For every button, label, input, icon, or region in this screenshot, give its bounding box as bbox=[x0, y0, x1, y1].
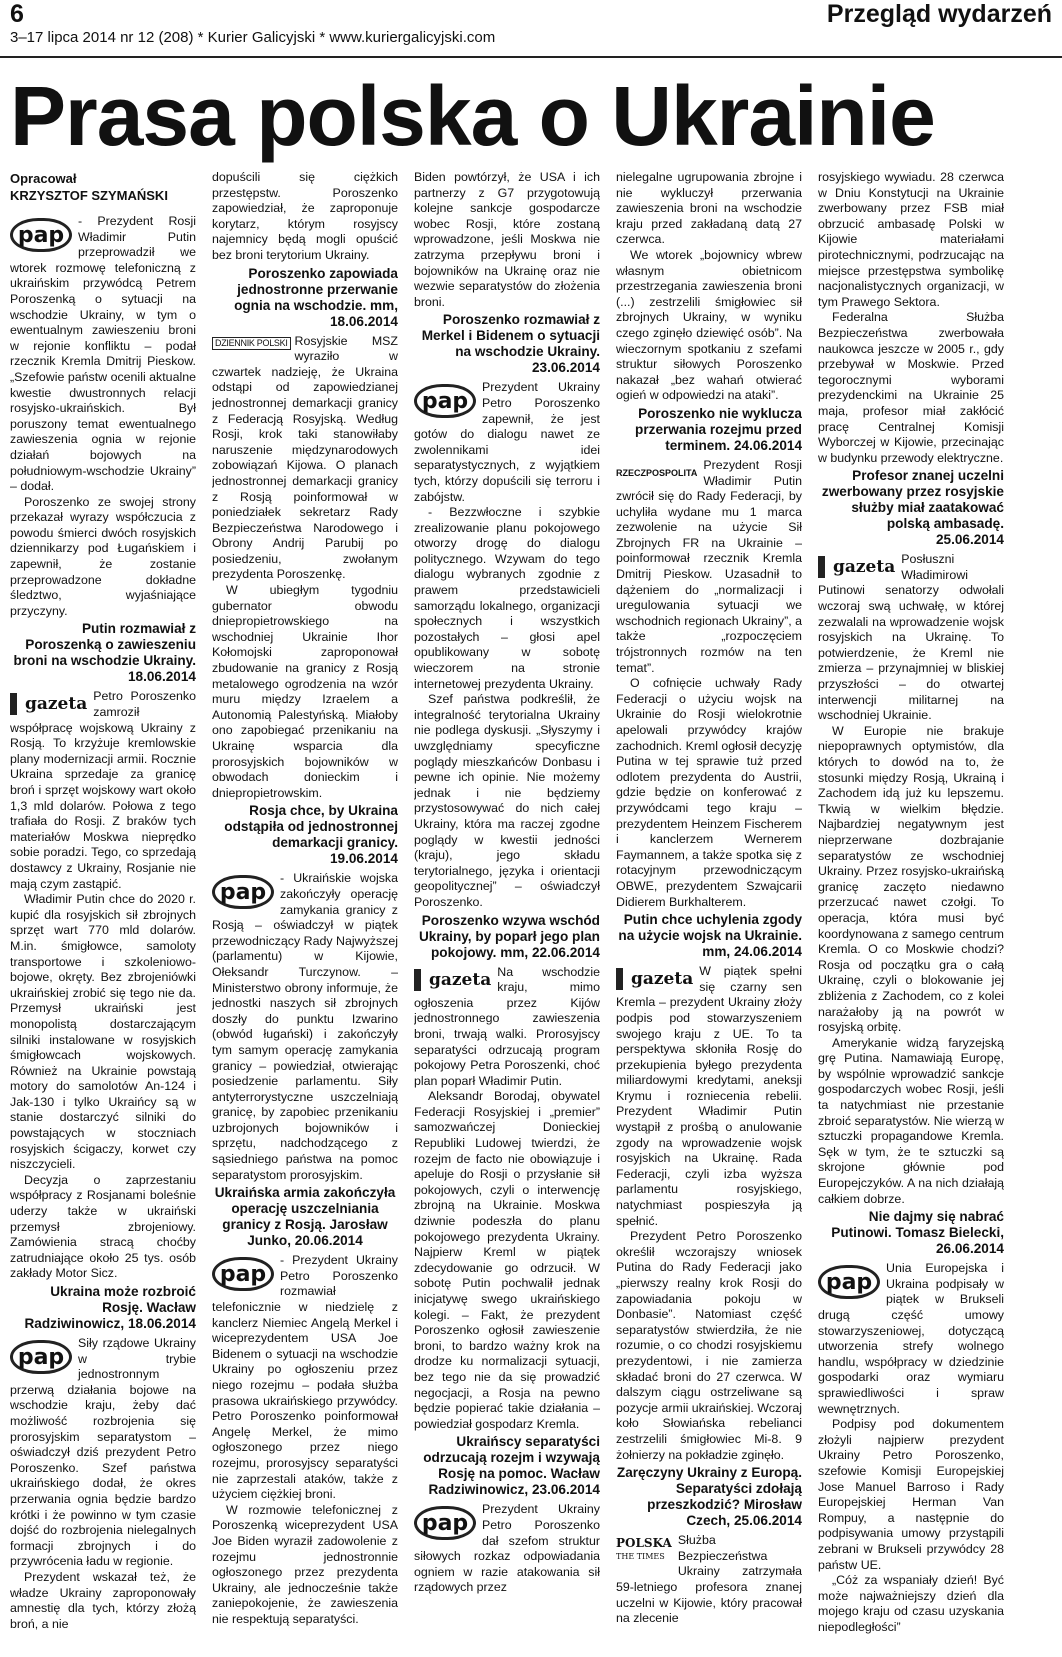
column-4 bbox=[616, 170, 802, 1657]
headline: Rosja chce, by Ukraina odstąpiła od jednostronnej demarkacji granicy. 19.06.2014 bbox=[224, 803, 398, 867]
paragraph: Prezydent Rosji Władimir Putin zwrócił się do Rady Federacji, by uchyliła wydane mu 1 marca zezwolenie na użycie Sił Zbrojnych FR na Ukrainie – poinformował rzecznik Kremla Dmitrij Pieskow. Uzasadnił to dążeniem do „normalizacji i uregulowania sytuacji we wschodnich regionach Ukrainy”, a także „rozpoczęciem trójstronnych rozmów na ten temat”. bbox=[616, 457, 802, 675]
dziennik-polski-logo: DZIENNIK POLSKI bbox=[212, 337, 291, 350]
column-2 bbox=[212, 170, 398, 1657]
paragraph: Siły rządowe Ukrainy w trybie jednostronnym przerwą działania bojowe na wschodzie kraju, żeby dać możliwość rozbrojenia się prorosyjskim separatystom – oświadczył dziś prezydent Petro Poroszenko. Szef państwa ukraińskiego dodał, że okres przerwania ognia będzie bardzo krótki i że powinno w tym czasie dojść do rozbrojenia nielegalnych formacji zbrojnych i do przywrócenia ładu w regionie. bbox=[10, 1336, 196, 1569]
pap-logo: pap bbox=[414, 384, 476, 418]
paragraph: Podpisy pod dokumentem złożyli najpierw prezydent Ukrainy Petro Poroszenko, szefowie Komisji Europejskiej Jose Manuel Barroso i Rady Europejskiej Herman Van Rompuy, a następnie do podpisywania umowy przystąpili zebrani w Brukseli przywódcy 28 państw UE. bbox=[818, 1417, 1004, 1572]
pap-logo: pap bbox=[414, 1506, 476, 1540]
pap-logo: pap bbox=[10, 218, 72, 252]
pap-logo: pap bbox=[818, 1265, 880, 1299]
paragraph: - Prezydent Rosji Władimir Putin przeprowadził we wtorek rozmowę telefoniczną z ukraińskim przywódcą Petrem Poroszenką o sytuacji na wschodzie Ukrainy, w tym o ewentualnym zawieszeniu broni w rejonie konfliktu – podał rzecznik Kremla Dmitrij Pieskow. „Szefowie państw ocenili aktualne kwestie dwustronnych relacji rosyjsko-ukraińskich. Był poruszony temat ewentualnego zawieszenia ognia w rejonie działań bojowych na południowym-wschodzie Ukrainy” – dodał. bbox=[10, 214, 196, 494]
paragraph: dopuścili się ciężkich przestępstw. Poroszenko zapowiedział, że zaproponuje korytarz, którym rosyjscy najemnicy będą mogli opuścić bez broni terytorium Ukrainy. bbox=[212, 170, 398, 262]
gazeta-logo: gazeta bbox=[616, 968, 693, 990]
paragraph: W rozmowie telefonicznej z Poroszenką wiceprezydent USA Joe Biden wyraził zadowolenie z rozejmu jednostronnie ogłoszonego przez prezydenta Ukrainy, ale jednocześnie także zaniepokojenie, że zawieszenia nie respektują separatyści. bbox=[212, 1502, 398, 1626]
gazeta-logo: gazeta bbox=[10, 693, 87, 715]
headline: Ukraińska armia zakończyła operację uszczelniania granicy z Rosją. Jarosław Junko, 20.06.2014 bbox=[214, 1185, 396, 1249]
paragraph: W Europie nie brakuje niepoprawnych optymistów, dla których to dowód na to, że stosunki między Rosją, Ukrainą i Zachodem idą już ku lepszemu. Tkwią w wielkim błędzie. Najbardziej negatywnym jest nieprzerwane dozbrajanie separatystów ze wschodniej Ukrainy. Przez rosyjsko-ukraińską granicę zaczęto niedawno przerzucać nawet czołgi. To operacja, która musi być koordynowana z samego centrum Kremla. O co Moskwie chodzi? Rosja od początku gra o całą Ukrainę, czyli o blokowanie jej zbliżenia z Zachodem, co z kolei narażałoby ją na powrót w rosyjską orbitę. bbox=[818, 723, 1004, 1035]
paragraph: W ubiegłym tygodniu gubernator obwodu dniepropietrowskiego na wschodniej Ukrainie Ihor Kołomojski zaproponował zbudowanie na granicy z Rosją metalowego ogrodzenia na wzór muru między Izraelem a Autonomią Palestyńską. Miałoby ono zapobiegać przenikaniu na Ukrainę wsparcia dla prorosyjskich bojowników w obwodach donieckim i dniepropietrowskim. bbox=[212, 583, 398, 800]
paragraph: - Ukraińskie wojska zakończyły operację zamykania granicy z Rosją – oświadczył w piątek przewodniczący Rady Najwyższej (parlamentu) w Kijowie, Ołeksandr Turczynow. – Ministerstwo obrony informuje, że jednostki naszych sił zbrojnych doszły do punktu Izwarino (obwód ługański) i zakończyły tym samym operację zamykania granicy – powiedział, otwierając posiedzenie parlamentu. Siły antyterrorystyczne uszczelniają granicę, by zapobiec przenikaniu uzbrojonych bojowników i sprzętu, nadchodzącego z sąsiedniego państwa na pomoc separatystom prorosyjskim. bbox=[212, 871, 398, 1182]
issue-line: 3–17 lipca 2014 nr 12 (208) * Kurier Galicyjski * www.kuriergalicyjski.com bbox=[10, 29, 496, 46]
paragraph: Prezydent Ukrainy Petro Poroszenko zapewnił, że jest gotów do dialogu nawet ze zwolennikami idei separatystycznych, z wyjątkiem tych, którzy dopuścili się terroru i zabójstw. bbox=[414, 380, 600, 504]
paragraph: nielegalne ugrupowania zbrojne i nie wykluczył przerwania zawieszenia broni na wschodzie kraju przed zakładaną datą 27 czerwca. bbox=[616, 170, 802, 247]
headline: Zaręczyny Ukrainy z Europą. Separatyści zdołają przeszkodzić? Mirosław Czech, 25.06.2014 bbox=[616, 1465, 802, 1529]
paragraph: We wtorek „bojownicy wbrew własnym obietnicom przestrzegania zawieszenia broni (...) zestrzelili śmigłowiec sił zbrojnych Ukrainy, w wyniku czego zginęło dziewięć osób”. Na wieczornym spotkaniu z szefami struktur siłowych Poroszenko nakazał „bez wahań otwierać ogień w odpowiedzi na ataki”. bbox=[616, 247, 802, 403]
headline: Ukraińscy separatyści odrzucają rozejm i wzywają Rosję na pomoc. Wacław Radziwinowicz, 23.06.2014 bbox=[423, 1434, 600, 1498]
polska-logo-text: POLSKA bbox=[616, 1536, 672, 1551]
paragraph: Unia Europejska i Ukraina podpisały w piątek w Brukseli drugą część umowy stowarzyszeniowej, dotyczącą utworzenia strefy wolnego handlu, współpracy w dziedzinie gospodarki oraz wymiaru sprawiedliwości i spraw wewnętrznych. bbox=[818, 1261, 1004, 1416]
paragraph: Decyzja o zaprzestaniu współpracy z Rosjanami boleśnie uderzy także w ukraiński przemysł zbrojeniowy. Zamówienia stracą choćby zatrudniające około 25 tys. osób zakłady Motor Sicz. bbox=[10, 1172, 196, 1281]
paragraph: Prezydent Ukrainy Petro Poroszenko dał szefom struktur siłowych rozkaz odpowiadania ogniem w razie atakowania sił rządowych przez bbox=[414, 1502, 600, 1595]
paragraph: Aleksandr Borodaj, obywatel Federacji Rosyjskiej i „premier” samozwańczej Donieckiej Republiki Ludowej twierdzi, że rozejm de facto nie obowiązuje i apeluje do Rosji o przysłanie sił pokojowych, czyli o interwencję zbrojną na Ukrainie. Moskwa dziwnie podeszła do planu pokojowego prezydenta Ukrainy. Najpierw Kreml w piątek zdecydowanie go odrzucił. W sobotę Putin pochwalił jednak inicjatywę swego ukraińskiego kolegi. – Fakt, że prezydent Poroszenko ogłosił zawieszenie broni, to bardzo ważny krok na drodze ku normalizacji sytuacji, bez tego nie da się prowadzić negocjacji, a Rosja na pewno będzie popierać takie działania – powiedział gospodarz Kremla. bbox=[414, 1089, 600, 1431]
column-5 bbox=[818, 170, 1004, 1657]
paragraph: Prezydent wskazał też, że władze Ukrainy zaproponowały amnestię dla tych, którzy złożą broń, a nie bbox=[10, 1569, 196, 1631]
paragraph: - Prezydent Ukrainy Petro Poroszenko rozmawiał telefonicznie w niedzielę z kanclerz Niemiec Angelą Merkel i wiceprezydentem USA Joe Bidenem o sytuacji na wschodzie Ukrainy po ogłoszeniu przez niego rozejmu – podała służba prasowa ukraińskiego przywódcy. Petro Poroszenko poinformował Angelę Merkel, że mimo ogłoszonego przez niego rozejmu, prorosyjscy separatyści nie zaprzestali ataków, także z użyciem ciężkiej broni. bbox=[212, 1253, 398, 1502]
paragraph: Amerykanie widzą faryzejską grę Putina. Namawiają Europę, by wspólnie wprowadzić sankcje gospodarczych wobec Rosji, jeśli ta natychmiast nie przestanie zbroić separatystów. Nie wierzą w sztuczki propagandowe Kremla. Sęk w tym, że te sztuczki są skrojone głównie pod Europejczyków. A na nich działają całkiem dobrze. bbox=[818, 1035, 1004, 1206]
header-rule bbox=[0, 56, 1062, 58]
paragraph: Rosyjskie MSZ wyraziło w czwartek nadzieję, że Ukraina odstąpi od zapowiedzianej jednostronnej demarkacji granicy z Federacją Rosyjską. Według Rosji, krok taki stanowiłaby naruszenie międzynarodowych zobowiązań Kijowa. O planach jednostronnej demarkacji granicy z Rosją poinformował w poniedziałek sekretarz Rady Bezpieczeństwa Narodowego i Obrony Andrij Parubij po posiedzeniu, zwołanym prezydenta Poroszenkę. bbox=[212, 333, 398, 582]
paragraph: Biden powtórzył, że USA i ich partnerzy z G7 przygotowują kolejne sankcje gospodarcze wobec Rosji, które zostaną wprowadzone, jeśli Moskwa nie zatrzyma przepływu broni i bojowników na Ukrainę oraz nie wezwie separatystów do złożenia broni. bbox=[414, 170, 600, 309]
paragraph: O cofnięcie uchwały Rady Federacji o użyciu wojsk na Ukrainie do Rosji wielokrotnie apelowali przywódcy krajów zachodnich. Kreml ogłosił decyzję Putina w tej sprawie tuż przed odlotem prezydenta do Austrii, gdzie będzie on konferować z przywódcami tego kraju – prezydentem Heinzem Fischerem i kanclerzem Wernerem Faymannem, a także spotka się z rotacyjnym przewodniczącym OBWE, prezydentem Szwajcarii Didierem Burkhalterem. bbox=[616, 676, 802, 909]
byline: Opracował KRZYSZTOF SZYMAŃSKI bbox=[10, 171, 168, 203]
paragraph: - Bezzwłoczne i szybkie zrealizowanie planu pokojowego otworzy drogę do dialogu politycznego. Wzywam do tego dialogu wybranych zgodnie z prawem przedstawicieli samorządu lokalnego, organizacji społecznych i wszystkich pozostałych – głosi apel opublikowany w sobotę wieczorem na stronie internetowej prezydenta Ukrainy. bbox=[414, 505, 600, 691]
polska-logo-subtext: THE TIMES bbox=[616, 1552, 665, 1562]
headline: Poroszenko zapowiada jednostronne przerwanie ognia na wschodzie. mm, 18.06.2014 bbox=[234, 265, 398, 329]
paragraph: Federalna Służba Bezpieczeństwa zwerbowała naukowca jeszcze w 2005 r., gdy przebywał w Moskwie. Przed tegorocznymi wyborami prezydenckimi na Ukrainie 25 maja, profesor miał zakłócić pracę Centralnej Komisji Wyborczej w Kijowie, przecinając w budynku przewody elektryczne. bbox=[818, 310, 1004, 465]
paragraph: W piątek spełni się czarny sen Kremla – prezydent Ukrainy złoży podpis pod stowarzyszeniem swojego kraju z UE. To ta perspektywa skłoniła Rosję do przekupienia byłego prezydenta miliardowymi kredytami, aneksji Krymu i rozniecenia rebelii. Prezydent Władimir Putin wystąpił z prośbą o anulowanie zgody na wprowadzenie wojsk rosyjskich na Ukrainę. Rada Federacji, czyli izba wyższa parlamentu rosyjskiego, natychmiast pospieszyła ją spełnić. bbox=[616, 964, 802, 1228]
article-columns bbox=[10, 170, 1055, 1657]
page-header bbox=[0, 0, 1062, 58]
pap-logo: pap bbox=[212, 875, 274, 909]
pap-logo: pap bbox=[10, 1340, 72, 1374]
paragraph: Służba Bezpieczeństwa Ukrainy zatrzymała 59-letniego profesora znanej uczelni w Kijowie, który pracował na zlecenie bbox=[616, 1533, 802, 1626]
section-title: Przegląd wydarzeń bbox=[826, 0, 1052, 28]
headline: Poroszenko wzywa wschód Ukrainy, by poparł jego plan pokojowy. mm, 22.06.2014 bbox=[418, 912, 600, 960]
headline: Ukraina może rozbroić Rosję. Wacław Radziwinowicz, 18.06.2014 bbox=[24, 1284, 196, 1331]
page-title: Prasa polska o Ukrainie bbox=[10, 69, 935, 163]
headline: Putin chce uchylenia zgody na użycie wojsk na Ukrainie. mm, 24.06.2014 bbox=[618, 912, 802, 960]
paragraph: Szef państwa podkreślił, że integralność terytorialna Ukrainy nie podlega dyskusji. „Słyszymy i uwzględniamy specyficzne poglądy mieszkańców Donbasu i pewne ich opinie. Nie możemy jednak i nie będziemy przystosowywać do nich całej Ukrainy, która ma raczej zgodne poglądy w kwestii jedności (kraju), jego składu terytorialnego, języka i orientacji geopolitycznej” – oświadczył Poroszenko. bbox=[414, 692, 600, 909]
headline: Poroszenko nie wyklucza przerwania rozejmu przed terminem. 24.06.2014 bbox=[635, 405, 802, 453]
paragraph: rosyjskiego wywiadu. 28 czerwca w Dniu Konstytucji na Ukrainie zwerbowany przez FSB miał obrzucić ambasadę Polski w Kijowie materiałami pirotechnicznymi, podrzucając na miejsce przestępstwa symbolikę nacjonalistycznych organizacji, w tym Prawego Sektora. bbox=[818, 170, 1004, 309]
rzeczpospolita-logo: RZECZPOSPOLITA bbox=[616, 467, 698, 478]
paragraph: Na wschodzie kraju, mimo ogłoszenia przez Kijów jednostronnego zawieszenia broni, trwają walki. Prorosyjscy separatyści odrzucają program pokojowy Petra Poroszenki, choć plan poparł Władimir Putin. bbox=[414, 964, 600, 1088]
paragraph: „Cóż za wspaniały dzień! Być może najważniejszy dzień dla mojego kraju od czasu uzyskania niepodległości” bbox=[818, 1573, 1004, 1634]
gazeta-logo: gazeta bbox=[818, 556, 895, 578]
paragraph: Poroszenko ze swojej strony przekazał wyrazy współczucia z powodu śmierci dwóch rosyjskich dziennikarzy pod Ługańskiem i zapewnił, że zostanie przeprowadzone dokładne śledztwo, wyjaśniające przyczyny. bbox=[10, 494, 196, 618]
paragraph: Prezydent Petro Poroszenko określił wczorajszy wniosek Putina do Rady Federacji jako „pierwszy realny krok Rosji do zapowiadania pokoju w Donbasie”. Natomiast część separatystów stwierdziła, że nie rozumie, o co chodzi rosyjskiemu prezydentowi, i nie zamierza składać broni do 27 czerwca. W dalszym ciągu ostrzeliwane są pozycje armii ukraińskiej. Wczoraj koło Słowiańska rebelianci zestrzelili śmigłowiec Mi-8. 9 żołnierzy na pokładzie zginęło. bbox=[616, 1229, 802, 1462]
paragraph: Petro Poroszenko zamroził współpracę wojskową Ukrainy z Rosją. To krzyżuje kremlowskie plany modernizacji armii. Rocznie Ukraina sprzedaje za granicę broń i sprzęt wojskowy wart około 1,3 mld dolarów. Połowa z tego trafiała do Rosji. Z braków tych materiałów Moskwa nieprędko sobie poradzi. Tego, co sprzedają dostawcy z Ukrainy, Rosjanie nie mają czym zastąpić. bbox=[10, 689, 196, 891]
paragraph: Posłuszni Władimirowi Putinowi senatorzy odwołali wczoraj swą uchwałę, w której zezwalali na wprowadzenie wojsk rosyjskich na Ukrainę. To potwierdzenie, że Kreml nie zmierza – przynajmniej w bliskiej przyszłości – do otwartej interwencji militarnej na wschodniej Ukrainie. bbox=[818, 552, 1004, 723]
pap-logo: pap bbox=[212, 1257, 274, 1291]
headline: Profesor znanej uczelni zwerbowany przez rosyjskie służby miał zaatakować polską ambasadę. 25.06.2014 bbox=[821, 468, 1004, 548]
headline: Nie dajmy się nabrać Putinowi. Tomasz Bielecki, 26.06.2014 bbox=[831, 1209, 1004, 1257]
column-1 bbox=[10, 170, 196, 1657]
page-number: 6 bbox=[10, 0, 24, 28]
column-3 bbox=[414, 170, 600, 1657]
headline: Poroszenko rozmawiał z Merkel i Bidenem o sytuacji na wschodzie Ukrainy. 23.06.2014 bbox=[421, 312, 600, 376]
paragraph: Władimir Putin chce do 2020 r. kupić dla rosyjskich sił zbrojnych sprzęt wart 770 mld dolarów. M.in. śmigłowce, samoloty transportowe i szkoleniowo-bojowe, okręty. Bez zbrojeniówki ukraińskiej zrobić się tego nie da. Przemysł ukraiński jest monopolistą dostarczającym silniki instalowane w rosyjskich śmigłowcach wojskowych. Również na Ukrainie powstają motory do samolotów An-124 i Jak-130 i tylko Ukraińcy są w stanie dostarczyć silniki do powstających w stoczniach rosyjskich ścigaczy, korwet czy niszczycieli. bbox=[10, 892, 196, 1172]
polska-logo bbox=[616, 1537, 672, 1563]
gazeta-logo: gazeta bbox=[414, 969, 491, 991]
headline: Putin rozmawiał z Poroszenką o zawieszeniu broni na wschodzie Ukrainy. 18.06.2014 bbox=[13, 621, 196, 685]
